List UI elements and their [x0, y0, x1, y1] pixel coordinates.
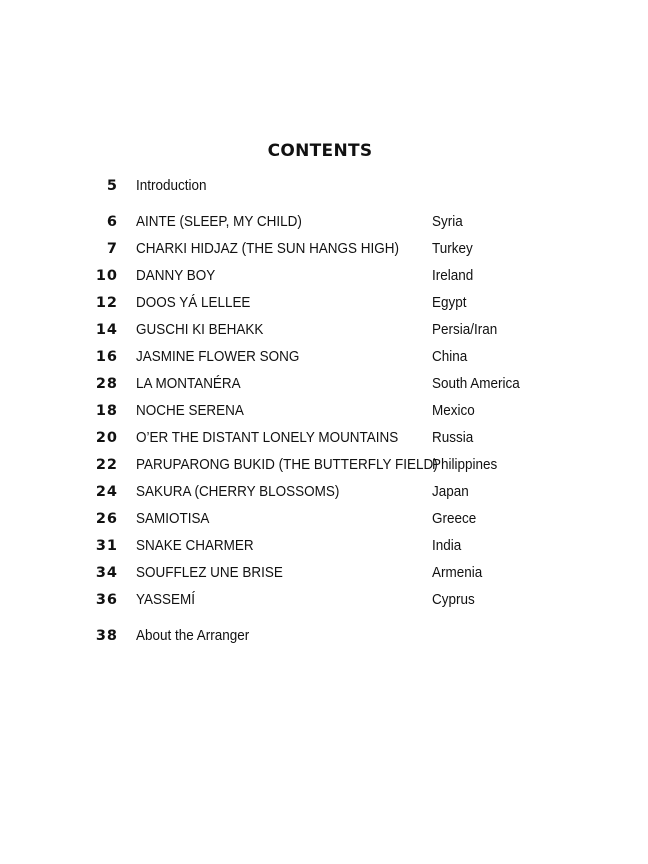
page-number: 22 [95, 457, 118, 473]
toc-entry-row [0, 266, 648, 286]
page-number: 31 [95, 538, 118, 554]
song-title: SAMIOTISA [136, 511, 210, 527]
toc-entry-row [0, 320, 648, 340]
song-title: SNAKE CHARMER [136, 538, 254, 554]
page-number: 7 [106, 241, 118, 257]
song-country: Cyprus [432, 592, 475, 608]
song-title: AINTE (SLEEP, MY CHILD) [136, 214, 302, 230]
toc-entry-row [0, 428, 648, 448]
song-country: Turkey [432, 241, 473, 257]
page-number: 18 [95, 403, 118, 419]
song-title: SOUFFLEZ UNE BRISE [136, 565, 283, 581]
toc-entry-row [0, 455, 648, 475]
toc-entry-row [0, 347, 648, 367]
toc-entry-row [0, 212, 648, 232]
song-country: Ireland [432, 268, 474, 284]
song-title: LA MONTANÉRA [136, 376, 241, 392]
page-number: 16 [95, 349, 118, 365]
song-title: O’ER THE DISTANT LONELY MOUNTAINS [136, 430, 399, 446]
song-title: GUSCHI KI BEHAKK [136, 322, 264, 338]
page-number: 10 [95, 268, 118, 284]
song-country: Armenia [432, 565, 483, 581]
page-title: CONTENTS [267, 141, 373, 161]
page-number: 28 [95, 376, 118, 392]
song-country: Japan [432, 484, 469, 500]
page-number: 20 [95, 430, 118, 446]
page-number: 5 [106, 178, 118, 194]
song-country: South America [432, 376, 520, 392]
toc-entry-row [0, 482, 648, 502]
toc-entry-row [0, 293, 648, 313]
toc-entry-row [0, 590, 648, 610]
song-title: NOCHE SERENA [136, 403, 244, 419]
song-country: India [432, 538, 462, 554]
song-title: SAKURA (CHERRY BLOSSOMS) [136, 484, 340, 500]
page-number: 6 [106, 214, 118, 230]
song-country: Persia/Iran [432, 322, 498, 338]
page-number: 14 [95, 322, 118, 338]
page-number: 24 [95, 484, 118, 500]
song-title: YASSEMÍ [136, 592, 195, 608]
toc-entry-row [0, 536, 648, 556]
song-country: Russia [432, 430, 474, 446]
page-number: 26 [95, 511, 118, 527]
song-title: JASMINE FLOWER SONG [136, 349, 300, 365]
song-title: DOOS YÁ LELLEE [136, 295, 251, 311]
song-country: China [432, 349, 468, 365]
page-number: 12 [95, 295, 118, 311]
page-number: 34 [95, 565, 118, 581]
entry-title: About the Arranger [136, 628, 250, 644]
song-country: Greece [432, 511, 477, 527]
page-number: 38 [95, 628, 118, 644]
song-country: Mexico [432, 403, 475, 419]
song-title: PARUPARONG BUKID (THE BUTTERFLY FIELD) [136, 457, 438, 473]
toc-entry-row [0, 374, 648, 394]
toc-entry-row [0, 401, 648, 421]
toc-entry-row [0, 563, 648, 583]
song-country: Egypt [432, 295, 467, 311]
song-title: CHARKI HIDJAZ (THE SUN HANGS HIGH) [136, 241, 399, 257]
toc-entry-row [0, 509, 648, 529]
page-number: 36 [95, 592, 118, 608]
toc-intro-row [0, 176, 648, 196]
song-country: Philippines [432, 457, 498, 473]
song-title: DANNY BOY [136, 268, 216, 284]
toc-entry-row [0, 239, 648, 259]
toc-outro-row [0, 626, 648, 646]
entry-title: Introduction [136, 178, 207, 194]
song-country: Syria [432, 214, 463, 230]
